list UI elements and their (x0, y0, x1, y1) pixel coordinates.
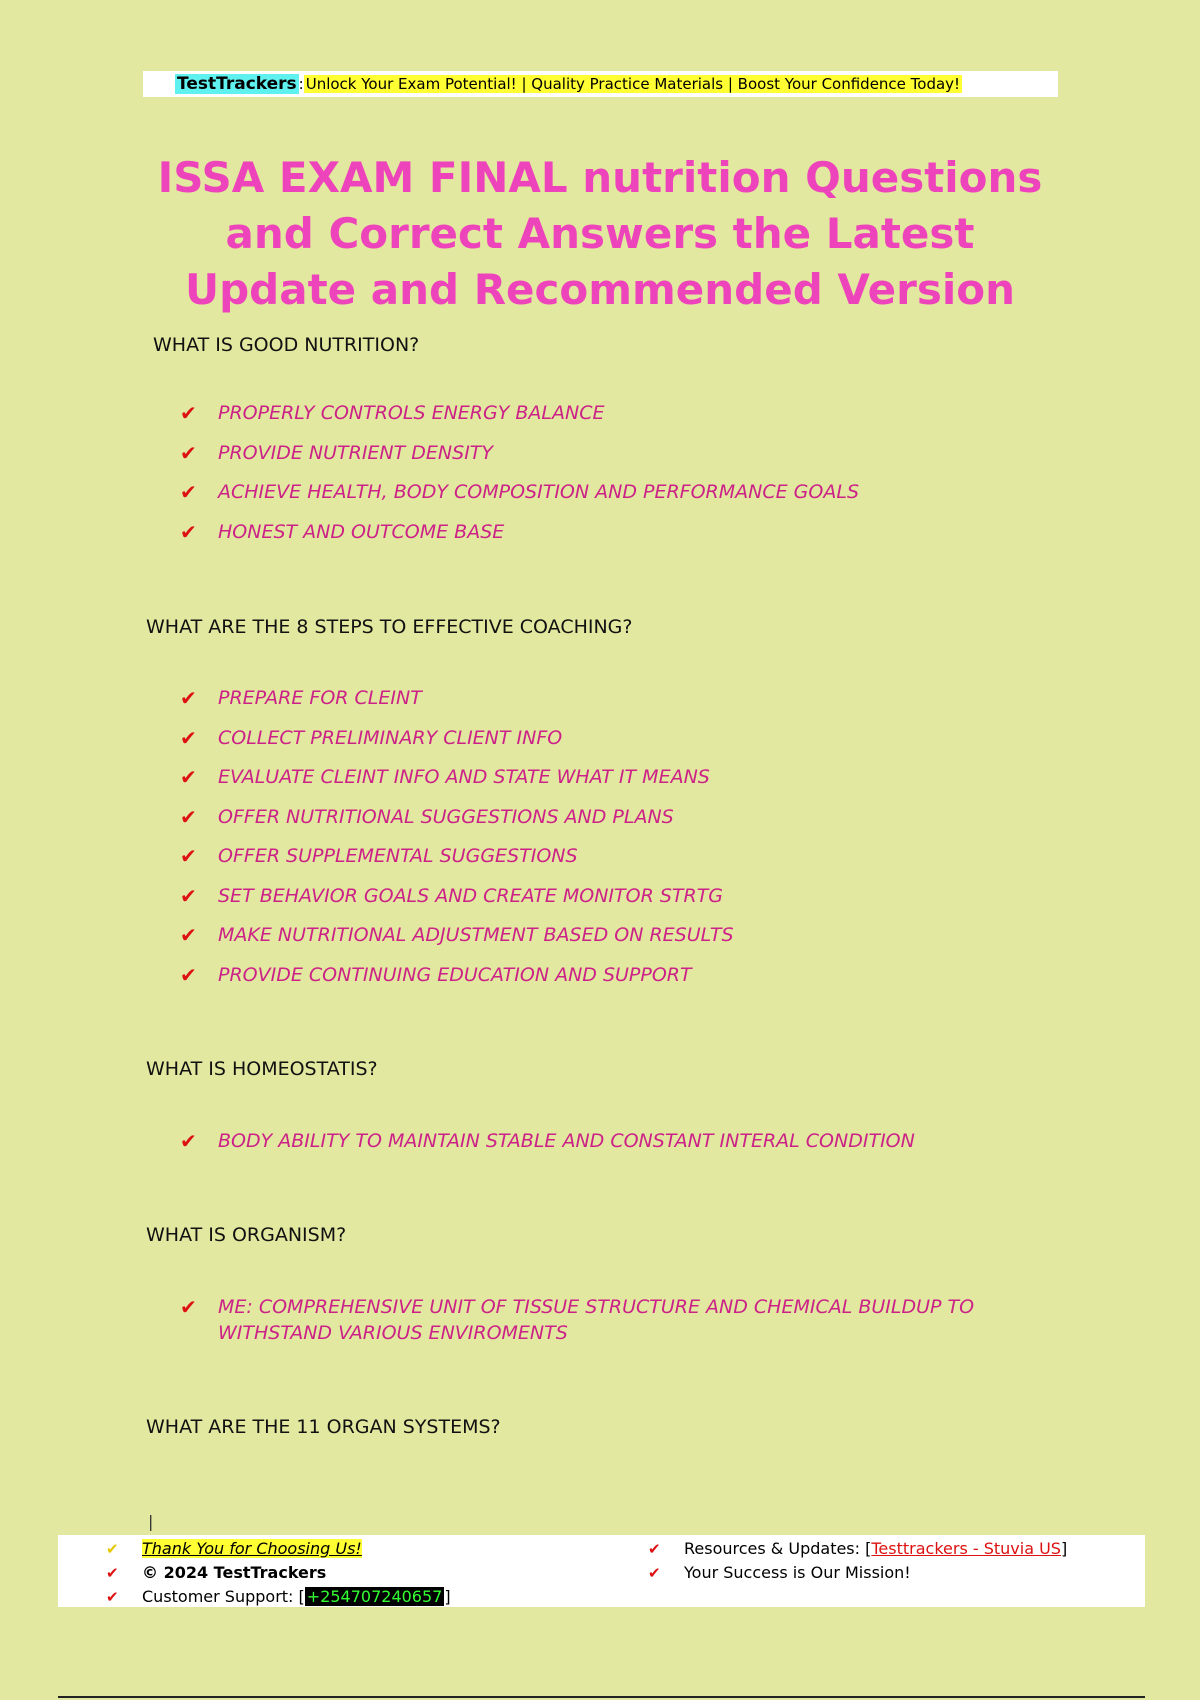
answer-item: ✔ PREPARE FOR CLEINT (180, 686, 422, 710)
resources-label: Resources & Updates: [ (684, 1539, 872, 1558)
check-icon: ✔ (180, 480, 197, 504)
check-icon: ✔ (180, 401, 197, 425)
footer (58, 1535, 1145, 1607)
resources-link[interactable]: Testtrackers - Stuvia US (871, 1539, 1061, 1558)
check-icon: ✔ (180, 440, 197, 465)
header-banner (143, 71, 1058, 97)
check-icon: ✔ (180, 844, 197, 868)
check-icon: ✔ (648, 1564, 661, 1582)
check-icon: ✔ (180, 519, 197, 544)
answer-item: ✔ ACHIEVE HEALTH, BODY COMPOSITION AND PERFORMANCE GOALS (180, 480, 859, 504)
banner-tagline: Unlock Your Exam Potential! | Quality Practice Materials | Boost Your Confidence Today! (305, 75, 961, 93)
answer-list-coaching-steps (180, 685, 734, 1001)
answer-item: ✔ OFFER NUTRITIONAL SUGGESTIONS AND PLANS (180, 804, 674, 829)
answer-item: ✔ MAKE NUTRITIONAL ADJUSTMENT BASED ON RESULTS (180, 923, 734, 947)
check-icon: ✔ (180, 1295, 197, 1319)
answer-item: ✔ EVALUATE CLEINT INFO AND STATE WHAT IT MEANS (180, 765, 710, 789)
question-good-nutrition: WHAT IS GOOD NUTRITION? (153, 334, 420, 356)
answer-list-homeostasis (180, 1128, 915, 1168)
footer-support-line (106, 1585, 451, 1609)
question-homeostasis: WHAT IS HOMEOSTATIS? (146, 1058, 378, 1080)
brand-name: TestTrackers (177, 74, 297, 94)
answer-list-good-nutrition (180, 400, 859, 558)
thanks-text: Thank You for Choosing Us! (142, 1539, 362, 1558)
footer-copyright-line (106, 1561, 451, 1585)
answer-item: ✔ PROPERLY CONTROLS ENERGY BALANCE (180, 401, 605, 425)
check-icon: ✔ (106, 1588, 119, 1606)
check-icon: ✔ (106, 1540, 119, 1558)
answer-item: ✔ ME: COMPREHENSIVE UNIT OF TISSUE STRUCTURE AND CHEMICAL BUILDUP TO WITHSTAND VARIOUS ENVIROMENTS (180, 1295, 975, 1344)
check-icon: ✔ (180, 883, 197, 908)
question-organ-systems: WHAT ARE THE 11 ORGAN SYSTEMS? (146, 1416, 501, 1438)
answer-item: ✔ OFFER SUPPLEMENTAL SUGGESTIONS (180, 844, 578, 868)
document-title: ISSA EXAM FINAL nutrition Questions and Correct Answers the Latest Update and Recommended Version (157, 153, 1043, 314)
footer-mission-line (648, 1561, 1067, 1585)
check-icon: ✔ (648, 1540, 661, 1558)
check-icon: ✔ (180, 923, 197, 947)
support-phone[interactable]: +254707240657 (306, 1587, 443, 1606)
support-label: Customer Support: [ (142, 1587, 305, 1606)
answer-item: ✔ PROVIDE NUTRIENT DENSITY (180, 440, 494, 465)
footer-resources-line (648, 1537, 1067, 1561)
answer-item: ✔ BODY ABILITY TO MAINTAIN STABLE AND CONSTANT INTERAL CONDITION (180, 1129, 915, 1153)
answer-item: ✔ COLLECT PRELIMINARY CLIENT INFO (180, 725, 563, 750)
question-organism: WHAT IS ORGANISM? (146, 1224, 347, 1246)
support-bracket: ] (444, 1587, 451, 1606)
mission-text: Your Success is Our Mission! (684, 1563, 911, 1582)
resources-bracket: ] (1060, 1539, 1068, 1558)
answer-item: ✔ PROVIDE CONTINUING EDUCATION AND SUPPORT (180, 962, 692, 987)
question-coaching-steps: WHAT ARE THE 8 STEPS TO EFFECTIVE COACHING? (146, 616, 633, 638)
footer-thanks-line (106, 1537, 451, 1561)
check-icon: ✔ (180, 686, 197, 710)
check-icon: ✔ (180, 804, 197, 829)
text-cursor: | (148, 1512, 154, 1531)
check-icon: ✔ (180, 1129, 197, 1153)
check-icon: ✔ (106, 1564, 119, 1582)
bottom-rule (58, 1696, 1145, 1698)
footer-right-column (648, 1537, 1067, 1585)
check-icon: ✔ (180, 725, 197, 750)
check-icon: ✔ (180, 962, 197, 987)
copyright-text: © 2024 TestTrackers (142, 1563, 327, 1582)
answer-item: ✔ SET BEHAVIOR GOALS AND CREATE MONITOR STRTG (180, 883, 724, 908)
answer-item: ✔ HONEST AND OUTCOME BASE (180, 519, 505, 544)
brand-colon: : (298, 75, 304, 93)
answer-list-organism (180, 1294, 1060, 1360)
check-icon: ✔ (180, 765, 197, 789)
footer-left-column (106, 1537, 451, 1609)
